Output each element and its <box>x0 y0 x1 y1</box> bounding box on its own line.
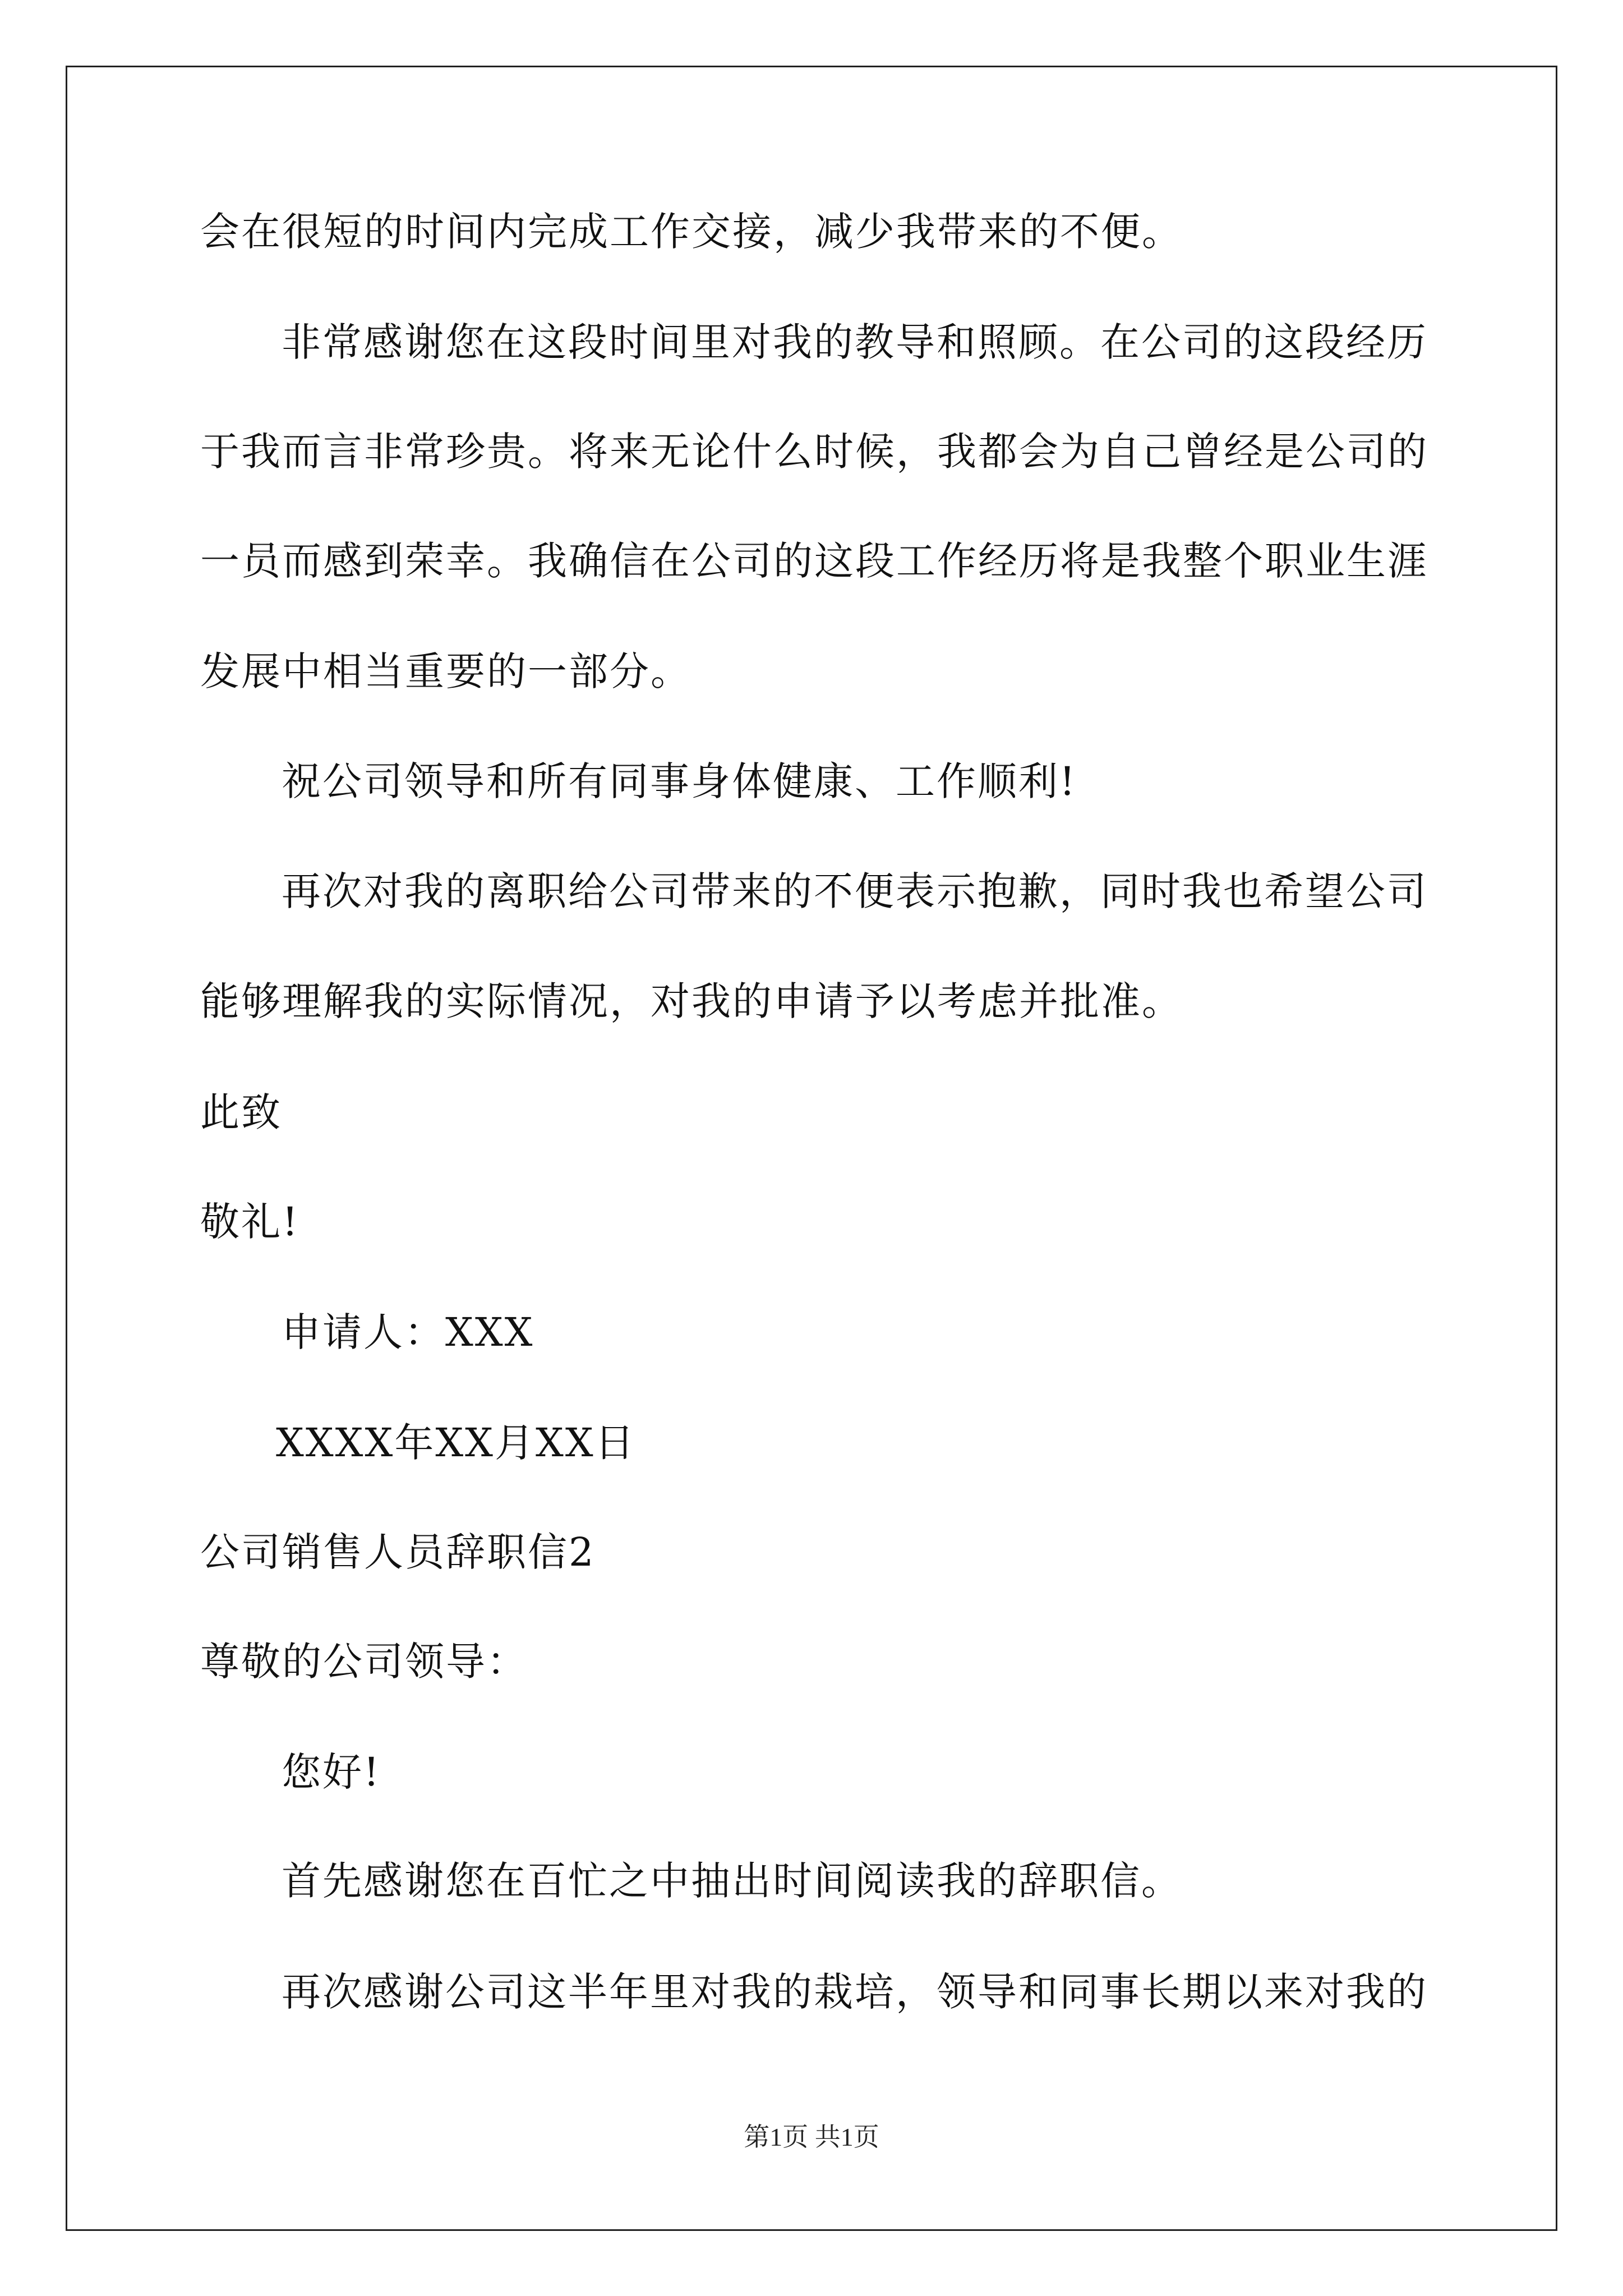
closing-regards: 敬礼! <box>200 1199 300 1245</box>
page-footer: 第1页 共1页 <box>744 2123 879 2151</box>
text-line: 非常感谢您在这段时间里对我的教导和照顾。在公司的这段经历 <box>282 319 1428 365</box>
text-line: 您好! <box>282 1749 381 1795</box>
text-line: 能够理解我的实际情况，对我的申请予以考虑并批准。 <box>200 978 1183 1024</box>
date-line: XXXX年XX月XX日 <box>276 1420 636 1466</box>
closing-salutation: 此致 <box>200 1089 282 1135</box>
text-line: 再次感谢公司这半年里对我的栽培，领导和同事长期以来对我的 <box>282 1969 1428 2015</box>
page-frame <box>66 66 1557 2231</box>
section-title: 公司销售人员辞职信2 <box>200 1529 596 1575</box>
text-line: 于我而言非常珍贵。将来无论什么时候，我都会为自己曾经是公司的 <box>200 429 1428 475</box>
text-line: 发展中相当重要的一部分。 <box>200 648 691 694</box>
text-line: 一员而感到荣幸。我确信在公司的这段工作经历将是我整个职业生涯 <box>200 538 1428 584</box>
text-line: 会在很短的时间内完成工作交接，减少我带来的不便。 <box>200 209 1183 255</box>
text-line: 再次对我的离职给公司带来的不便表示抱歉，同时我也希望公司 <box>282 868 1428 914</box>
text-line: 首先感谢您在百忙之中抽出时间阅读我的辞职信。 <box>282 1858 1182 1904</box>
applicant-line: 申请人：XXX <box>282 1309 534 1355</box>
greeting-line: 尊敬的公司领导： <box>200 1639 528 1685</box>
text-line: 祝公司领导和所有同事身体健康、工作顺利! <box>282 758 1077 804</box>
